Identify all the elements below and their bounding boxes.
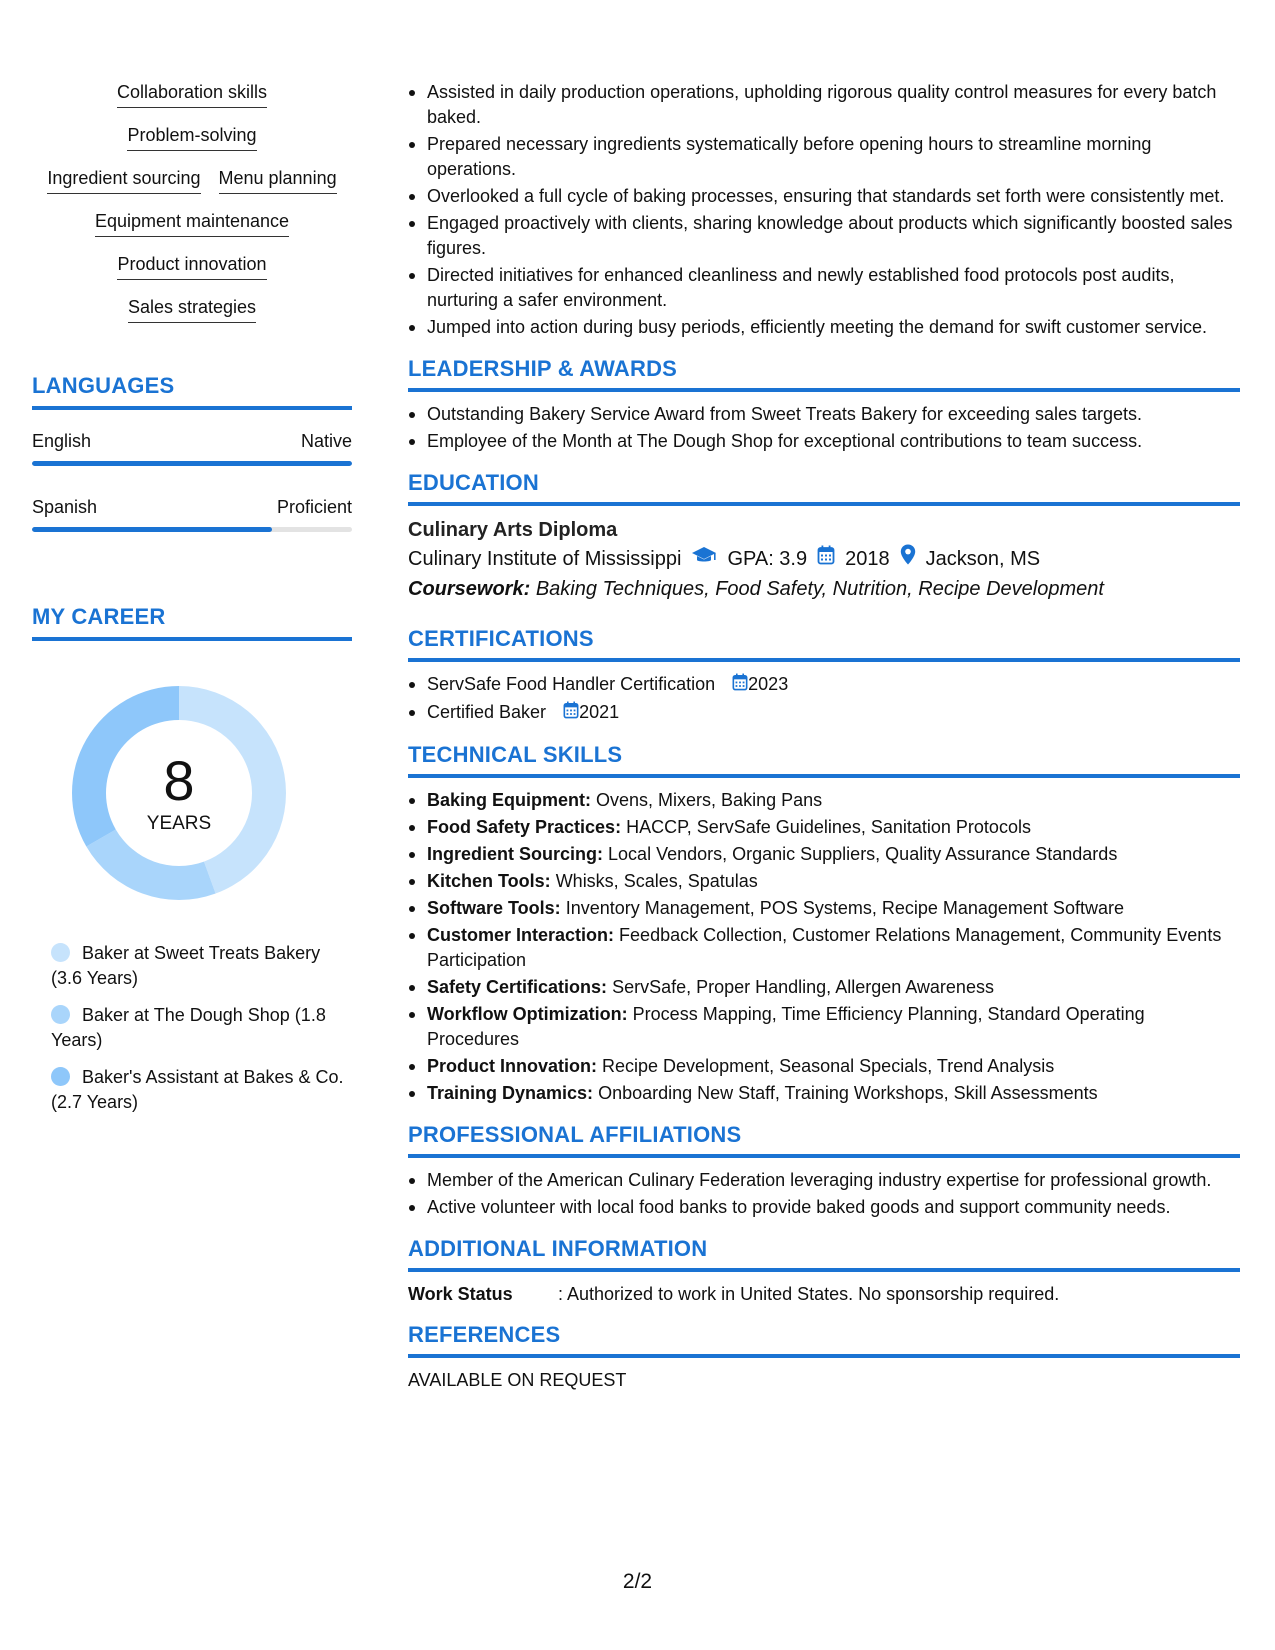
affiliations-section bbox=[408, 1122, 1240, 1220]
technical-skill-item bbox=[408, 1081, 1240, 1106]
experience-bullet: Jumped into action during busy periods, efficiently meeting the demand for swift customer service. bbox=[408, 315, 1240, 340]
certification-name: ServSafe Food Handler Certification bbox=[427, 674, 716, 694]
experience-bullet: Overlooked a full cycle of baking processes, ensuring that standards set forth were consistently met. bbox=[408, 184, 1240, 209]
affiliation-item: Member of the American Culinary Federation leveraging industry expertise for professional growth. bbox=[408, 1168, 1240, 1193]
language-level: Native bbox=[300, 431, 352, 451]
skill-tag: Sales strategies bbox=[128, 295, 256, 323]
right-column bbox=[408, 80, 1240, 1408]
experience-bullet: Directed initiatives for enhanced cleanliness and newly established food protocols post audits, nurturing a safer environment. bbox=[408, 263, 1240, 313]
award-item: Outstanding Bakery Service Award from Sweet Treats Bakery for exceeding sales targets. bbox=[408, 402, 1240, 427]
education-coursework bbox=[408, 574, 1240, 604]
additional-info-section bbox=[408, 1236, 1240, 1306]
career-total: 8 bbox=[163, 749, 195, 812]
language-name: Spanish bbox=[32, 497, 98, 517]
calendar-icon bbox=[817, 544, 835, 574]
references-text: AVAILABLE ON REQUEST bbox=[408, 1369, 627, 1390]
education-school: Culinary Institute of Mississippi bbox=[408, 548, 682, 570]
career-legend bbox=[32, 941, 352, 1115]
skill-value: Whisks, Scales, Spatulas bbox=[555, 870, 758, 891]
certification-name: Certified Baker bbox=[427, 701, 547, 722]
skill-value: Local Vendors, Organic Suppliers, Quality Assurance Standards bbox=[608, 843, 1118, 864]
skill-value: ServSafe, Proper Handling, Allergen Awareness bbox=[612, 976, 994, 997]
experience-section bbox=[408, 80, 1240, 340]
language-item bbox=[32, 496, 352, 532]
experience-bullet: Engaged proactively with clients, sharing knowledge about products which significantly boosted sales figures. bbox=[408, 211, 1240, 261]
career-legend-item bbox=[51, 1065, 352, 1115]
graduation-cap-icon bbox=[691, 544, 717, 574]
calendar-icon bbox=[732, 673, 748, 698]
certification-item bbox=[408, 672, 1240, 698]
legend-label: Baker at Sweet Treats Bakery (3.6 Years) bbox=[51, 943, 321, 988]
certification-year: 2023 bbox=[748, 674, 789, 694]
skill-value: Onboarding New Staff, Training Workshops, Skill Assessments bbox=[598, 1082, 1098, 1103]
education-title: EDUCATION bbox=[408, 470, 1240, 506]
references-section bbox=[408, 1322, 1240, 1392]
skill-tag: Menu planning bbox=[219, 166, 337, 194]
education-location: Jackson, MS bbox=[925, 548, 1041, 570]
calendar-icon bbox=[563, 701, 579, 726]
left-column bbox=[32, 80, 352, 1127]
skill-value: Process Mapping, Time Efficiency Planning, Standard Operating Procedures bbox=[427, 1003, 1145, 1049]
work-status-row bbox=[408, 1282, 1240, 1306]
skill-tag: Ingredient sourcing bbox=[47, 166, 200, 194]
languages-title: LANGUAGES bbox=[32, 373, 352, 410]
legend-label: Baker's Assistant at Bakes & Co. (2.7 Years) bbox=[51, 1067, 344, 1112]
skill-label: Food Safety Practices: bbox=[427, 816, 622, 837]
education-details bbox=[408, 544, 1240, 574]
affiliation-item: Active volunteer with local food banks to provide baked goods and support community needs. bbox=[408, 1195, 1240, 1220]
references-title: REFERENCES bbox=[408, 1322, 1240, 1358]
career-unit: YEARS bbox=[146, 813, 212, 834]
skill-label: Safety Certifications: bbox=[427, 976, 608, 997]
career-legend-item bbox=[51, 941, 352, 991]
technical-skill-item bbox=[408, 788, 1240, 813]
skill-label: Baking Equipment: bbox=[427, 789, 592, 810]
career-title: MY CAREER bbox=[32, 604, 352, 641]
technical-skills-title: TECHNICAL SKILLS bbox=[408, 742, 1240, 778]
skill-label: Kitchen Tools: bbox=[427, 870, 551, 891]
leadership-title: LEADERSHIP & AWARDS bbox=[408, 356, 1240, 392]
skill-value: Inventory Management, POS Systems, Recipe Management Software bbox=[565, 897, 1124, 918]
skill-tag: Problem-solving bbox=[127, 123, 256, 151]
education-degree: Culinary Arts Diploma bbox=[408, 519, 618, 541]
skill-value: HACCP, ServSafe Guidelines, Sanitation Protocols bbox=[626, 816, 1031, 837]
skill-tag: Product innovation bbox=[117, 252, 266, 280]
language-bar bbox=[32, 461, 352, 466]
skill-label: Ingredient Sourcing: bbox=[427, 843, 604, 864]
language-level: Proficient bbox=[276, 497, 352, 517]
skill-label: Customer Interaction: bbox=[427, 924, 615, 945]
career-donut-chart bbox=[65, 679, 293, 907]
experience-bullet: Prepared necessary ingredients systematically before opening hours to streamline morning operations. bbox=[408, 132, 1240, 182]
skill-tag: Collaboration skills bbox=[117, 80, 267, 108]
legend-dot bbox=[51, 943, 70, 962]
skill-label: Training Dynamics: bbox=[427, 1082, 594, 1103]
technical-skills-section bbox=[408, 742, 1240, 1106]
career-legend-item bbox=[51, 1003, 352, 1053]
certification-year: 2021 bbox=[579, 701, 620, 722]
skills-tags bbox=[32, 80, 352, 323]
language-item bbox=[32, 430, 352, 466]
skill-value: Feedback Collection, Customer Relations Management, Community Events Participation bbox=[427, 924, 1222, 970]
skill-value: Recipe Development, Seasonal Specials, Trend Analysis bbox=[602, 1055, 1055, 1076]
technical-skill-item bbox=[408, 923, 1240, 973]
skill-label: Workflow Optimization: bbox=[427, 1003, 628, 1024]
technical-skill-item bbox=[408, 842, 1240, 867]
award-item: Employee of the Month at The Dough Shop for exceptional contributions to team success. bbox=[408, 429, 1240, 454]
technical-skill-item bbox=[408, 896, 1240, 921]
skill-label: Software Tools: bbox=[427, 897, 561, 918]
technical-skill-item bbox=[408, 815, 1240, 840]
technical-skill-item bbox=[408, 1054, 1240, 1079]
certifications-title: CERTIFICATIONS bbox=[408, 626, 1240, 662]
affiliations-title: PROFESSIONAL AFFILIATIONS bbox=[408, 1122, 1240, 1158]
work-status-label: Work Status bbox=[408, 1283, 513, 1304]
certifications-section bbox=[408, 626, 1240, 726]
skill-value: Ovens, Mixers, Baking Pans bbox=[596, 789, 823, 810]
certification-item bbox=[408, 700, 1240, 726]
page-number: 2/2 bbox=[622, 1570, 653, 1593]
legend-dot bbox=[51, 1005, 70, 1024]
education-year: 2018 bbox=[845, 548, 890, 570]
technical-skill-item bbox=[408, 1002, 1240, 1052]
language-bar-fill bbox=[32, 527, 272, 532]
additional-info-title: ADDITIONAL INFORMATION bbox=[408, 1236, 1240, 1272]
experience-bullet: Assisted in daily production operations, upholding rigorous quality control measures for every batch baked. bbox=[408, 80, 1240, 130]
coursework-value: Baking Techniques, Food Safety, Nutrition, Recipe Development bbox=[535, 578, 1104, 600]
education-section bbox=[408, 470, 1240, 604]
location-pin-icon bbox=[900, 544, 916, 574]
coursework-label: Coursework: bbox=[408, 578, 531, 600]
legend-label: Baker at The Dough Shop (1.8 Years) bbox=[51, 1005, 326, 1050]
leadership-section bbox=[408, 356, 1240, 454]
technical-skill-item bbox=[408, 869, 1240, 894]
skill-label: Product Innovation: bbox=[427, 1055, 597, 1076]
language-name: English bbox=[32, 431, 92, 451]
technical-skill-item bbox=[408, 975, 1240, 1000]
skill-tag: Equipment maintenance bbox=[95, 209, 289, 237]
legend-dot bbox=[51, 1067, 70, 1086]
language-bar-fill bbox=[32, 461, 352, 466]
language-bar bbox=[32, 527, 352, 532]
work-status-value: : Authorized to work in United States. No sponsorship required. bbox=[558, 1283, 1060, 1304]
education-gpa: GPA: 3.9 bbox=[727, 548, 808, 570]
